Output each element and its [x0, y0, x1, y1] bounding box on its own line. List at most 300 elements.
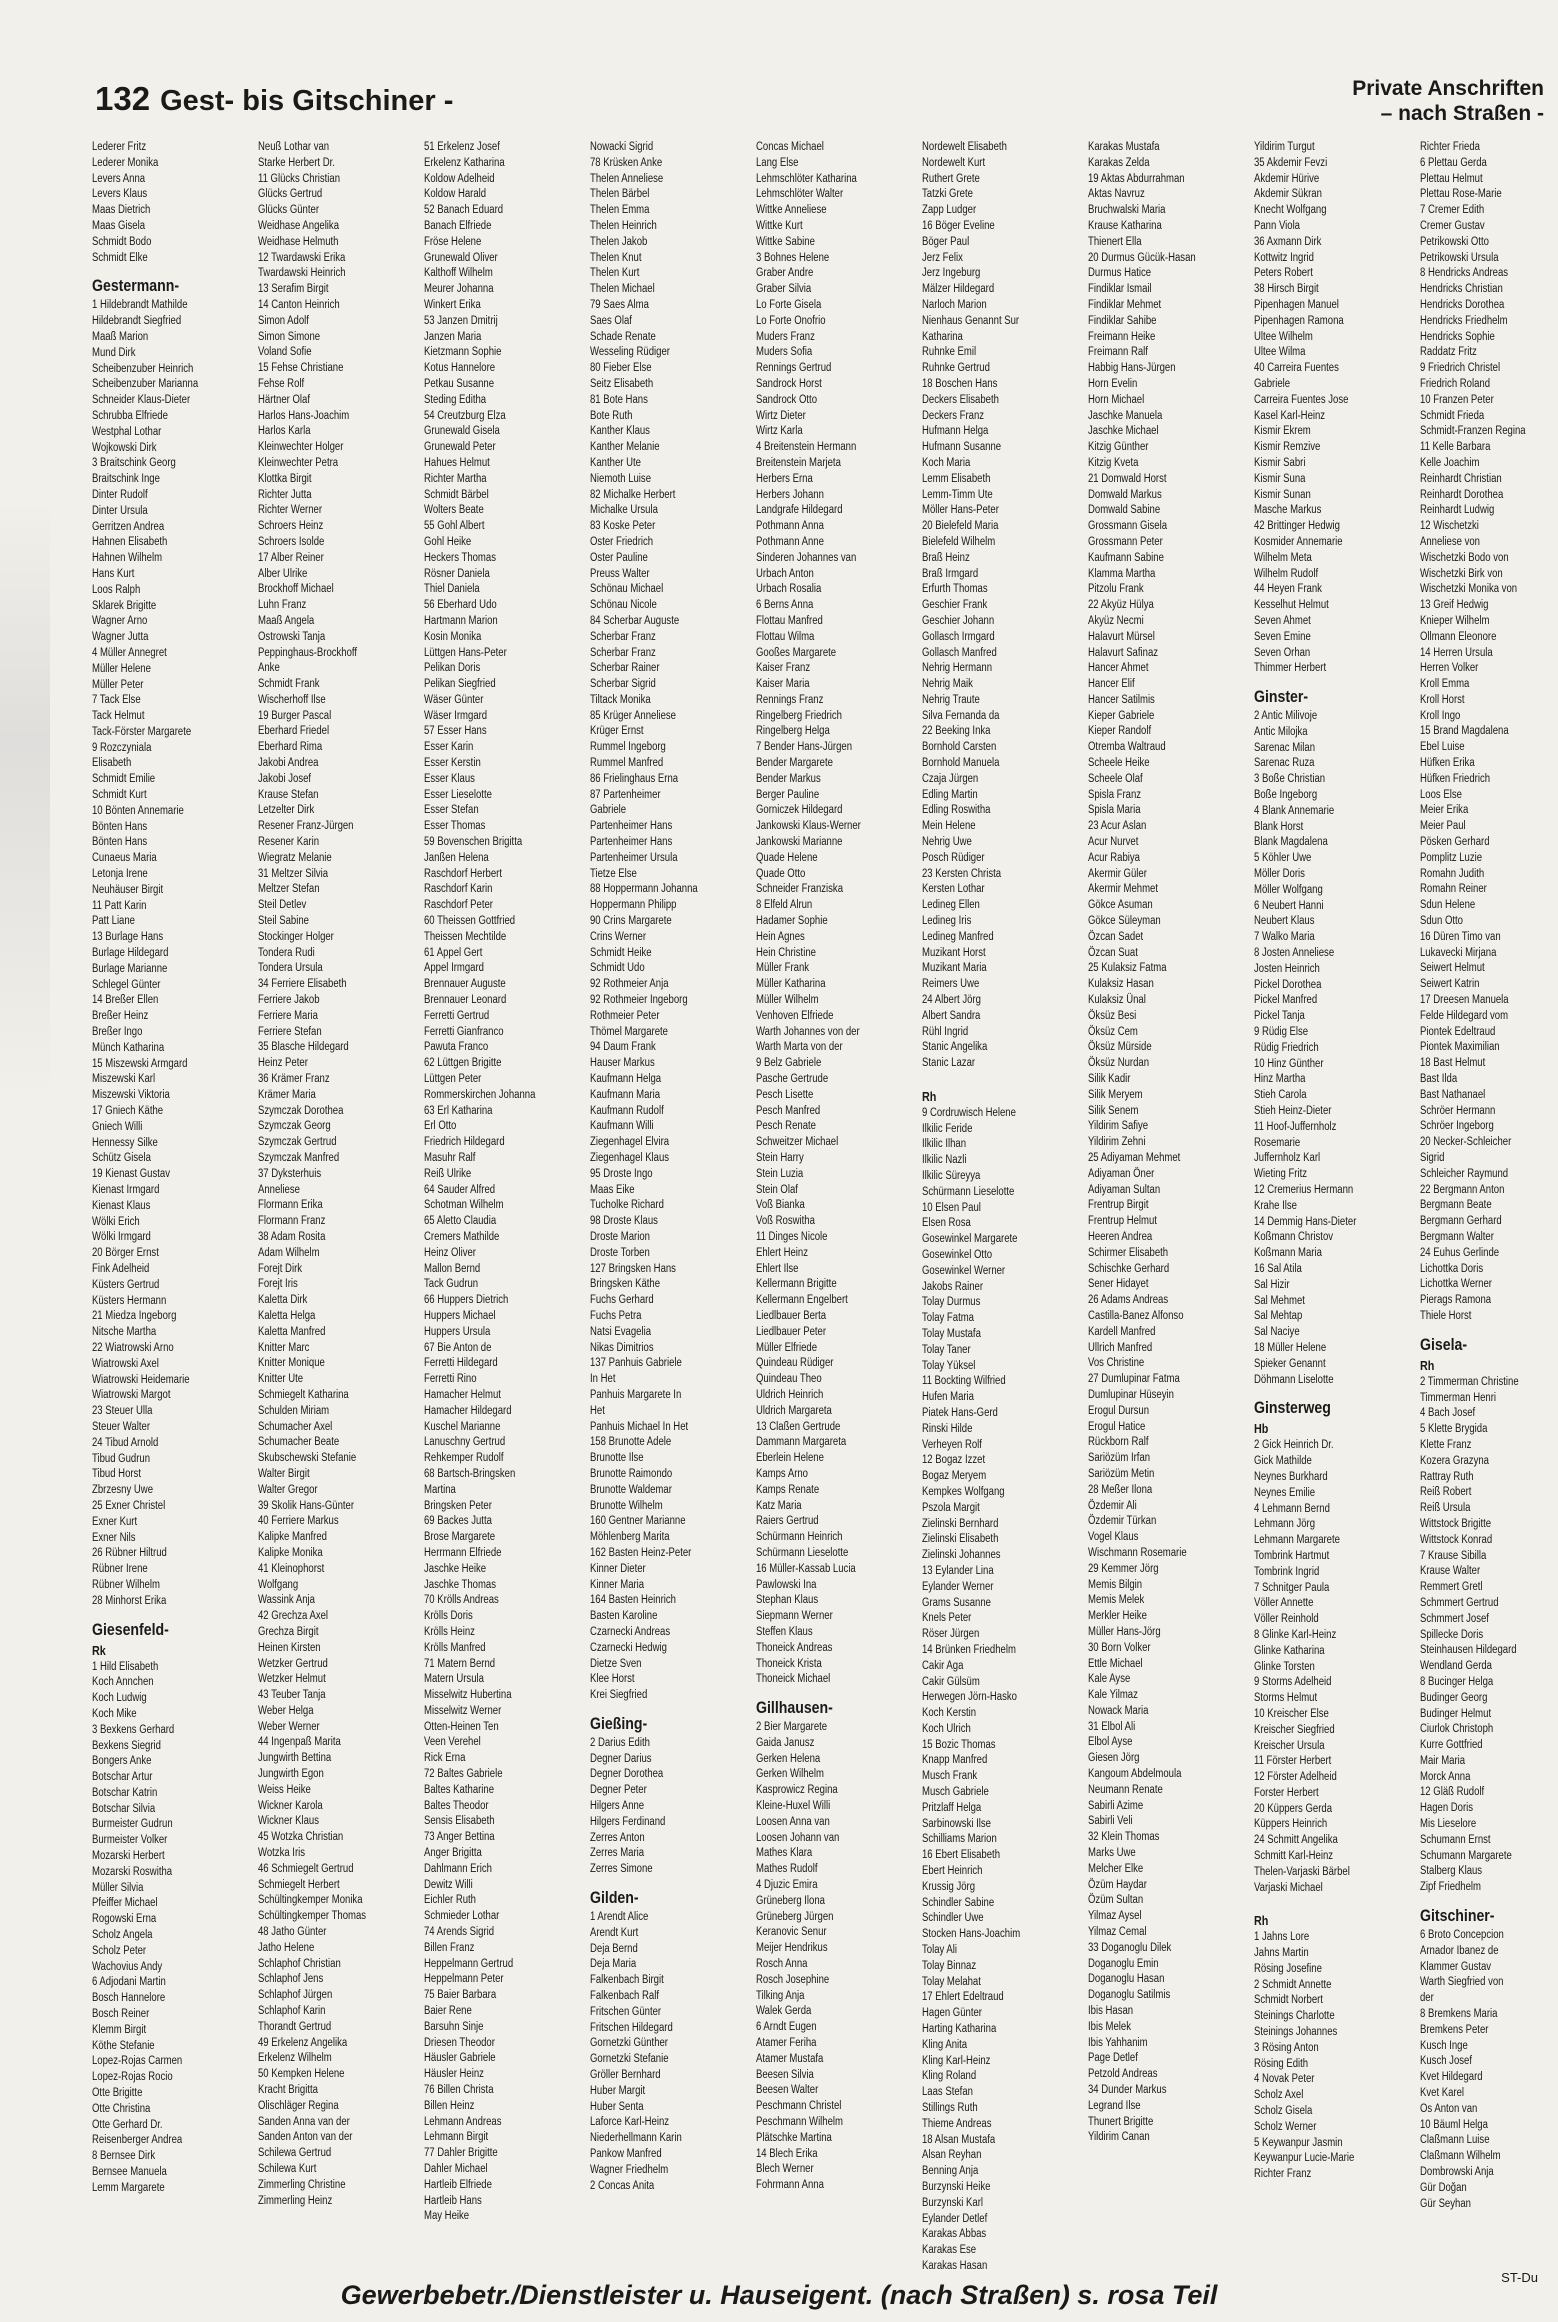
directory-entry: Verheyen Rolf	[922, 1438, 982, 1451]
directory-entry: Juffernholz Karl	[1254, 1152, 1321, 1165]
directory-entry: Deja Bernd	[590, 1942, 638, 1955]
directory-entry: Lehmann Jörg	[1254, 1518, 1316, 1531]
directory-entry: Ibis Hasan	[1088, 2005, 1134, 2018]
directory-entry: Exner Nils	[92, 1531, 136, 1544]
directory-entry: 11 Bockting Wilfried	[922, 1375, 1006, 1388]
directory-entry: Pomplitz Luzie	[1420, 851, 1483, 864]
directory-entry: Edling Martin	[922, 788, 978, 801]
directory-entry: Rösner Daniela	[424, 567, 490, 580]
directory-entry: Özdemir Ali	[1088, 1499, 1137, 1512]
directory-entry: Akdemir Sükran	[1254, 188, 1322, 201]
directory-entry: Nehrig Hermann	[922, 662, 993, 675]
directory-entry: Weber Helga	[258, 1704, 314, 1717]
directory-entry: Schulden Miriam	[258, 1404, 330, 1417]
directory-entry: Jakobi Andrea	[258, 757, 319, 770]
directory-entry: 40 Ferriere Markus	[258, 1515, 339, 1528]
directory-entry: Ilkilic Feride	[922, 1122, 973, 1135]
directory-entry: 2 Schmidt Annette	[1254, 1978, 1332, 1991]
directory-entry: Wiatrowski Margot	[92, 1389, 171, 1402]
directory-entry: Ollmann Eleonore	[1420, 630, 1497, 643]
directory-entry: Rüdig Friedrich	[1254, 1041, 1319, 1054]
directory-entry: Wischmann Rosemarie	[1088, 1546, 1187, 1559]
directory-entry: Botschar Katrin	[92, 1786, 158, 1799]
directory-entry: Acur Rabiya	[1088, 851, 1140, 864]
directory-entry: Loos Ralph	[92, 583, 141, 596]
directory-entry: 15 Fehse Christiane	[258, 362, 344, 375]
directory-entry: Mathes Klara	[756, 1847, 813, 1860]
directory-entry: 6 Plettau Gerda	[1420, 156, 1487, 169]
directory-entry: Timmerman Henri	[1420, 1391, 1497, 1404]
directory-entry: Hüfken Friedrich	[1420, 772, 1491, 785]
directory-entry: 83 Koske Peter	[590, 520, 656, 533]
directory-entry: Alsan Reyhan	[922, 2149, 982, 2162]
directory-entry: Ebel Luise	[1420, 741, 1465, 754]
directory-entry: Pesch Manfred	[756, 1104, 821, 1117]
directory-entry: Lehmschlöter Walter	[756, 188, 844, 201]
directory-entry: Schumann Ernst	[1420, 1833, 1491, 1846]
directory-entry: Lemm Margarete	[92, 2181, 165, 2194]
directory-entry: Schmidt Elke	[92, 251, 148, 264]
directory-entry: 9 Rozczyniala	[92, 741, 152, 754]
directory-entry: Albert Sandra	[922, 1009, 981, 1022]
directory-entry: Grunewald Peter	[424, 441, 496, 454]
directory-entry: Huber Senta	[590, 2100, 644, 2113]
directory-entry: 24 Tibud Arnold	[92, 1436, 159, 1449]
directory-entry: Zbrzesny Uwe	[92, 1484, 154, 1497]
directory-entry: 68 Bartsch-Bringsken	[424, 1467, 516, 1480]
directory-entry: Schönau Nicole	[590, 599, 657, 612]
directory-entry: Scholz Gisela	[1254, 2105, 1313, 2118]
directory-entry: Kienast Irmgard	[92, 1184, 160, 1196]
directory-entry: 11 Patt Karin	[92, 899, 147, 912]
directory-entry: Jerz Felix	[922, 251, 963, 264]
directory-entry: 3 Rösing Anton	[1254, 2041, 1319, 2054]
directory-entry: Thunert Brigitte	[1088, 2115, 1154, 2128]
directory-entry: Lang Else	[756, 156, 799, 169]
directory-entry: Özcan Suat	[1088, 946, 1138, 959]
directory-entry: Rübner Irene	[92, 1563, 148, 1576]
directory-entry: Ferriere Stefan	[258, 1025, 322, 1038]
directory-entry: Jatho Helene	[258, 1941, 315, 1954]
directory-entry: 53 Janzen Dmitrij	[424, 314, 498, 327]
directory-entry: Kietzmann Sophie	[424, 346, 502, 359]
directory-entry: 13 Claßen Gertrude	[756, 1420, 841, 1433]
directory-entry: 6 Neubert Hanni	[1254, 899, 1324, 912]
directory-entry: Laforce Karl-Heinz	[590, 2116, 670, 2129]
directory-entry: Kroll Ingo	[1420, 709, 1461, 722]
directory-entry: Ferretti Hildegard	[424, 1357, 498, 1370]
directory-entry: Pickel Dorothea	[1254, 978, 1322, 991]
directory-entry: Partenheimer Hans	[590, 836, 673, 849]
directory-entry: Heppelmann Peter	[424, 1973, 504, 1986]
directory-entry: 22 Bergmann Anton	[1420, 1183, 1505, 1196]
directory-entry: Küppers Heinrich	[1254, 1818, 1328, 1831]
directory-entry: Neumann Renate	[1088, 1783, 1163, 1796]
directory-entry: Otten-Heinen Ten	[424, 1720, 499, 1733]
directory-entry: Küsters Hermann	[92, 1294, 167, 1307]
directory-entry: Pritzlaff Helga	[922, 1801, 982, 1814]
directory-entry: Wittstock Brigitte	[1420, 1517, 1492, 1530]
directory-entry: Schmidt Kurt	[92, 789, 147, 802]
directory-entry: Wischerhoff Ilse	[258, 693, 326, 706]
directory-entry: Glücks Gertrud	[258, 188, 323, 201]
directory-entry: Breßer Heinz	[92, 1010, 149, 1023]
directory-entry: Degner Peter	[590, 1784, 647, 1797]
directory-entry: Flormann Franz	[258, 1215, 326, 1228]
directory-entry: Akyüz Necmi	[1088, 614, 1144, 627]
directory-entry: Levers Klaus	[92, 188, 148, 201]
directory-entry: Maaß Angela	[258, 614, 315, 627]
directory-entry: Koßmann Christov	[1254, 1231, 1334, 1244]
directory-entry: Hagen Günter	[922, 2007, 982, 2020]
directory-entry: 19 Burger Pascal	[258, 709, 332, 722]
directory-entry: Möller Hans-Peter	[922, 504, 999, 517]
directory-entry: Schmidt Emilie	[92, 773, 156, 786]
directory-entry: Ferretti Gianfranco	[424, 1025, 504, 1038]
directory-entry: Hahues Helmut	[424, 456, 490, 469]
directory-entry: Winkert Erika	[424, 298, 481, 311]
directory-entry: Sal Mehmet	[1254, 1294, 1305, 1307]
directory-entry: Matern Ursula	[424, 1673, 484, 1686]
directory-entry: Bender Markus	[756, 772, 821, 785]
directory-entry: Miszewski Karl	[92, 1073, 156, 1086]
directory-entry: Domwald Sabine	[1088, 504, 1161, 517]
directory-entry: Fohrmann Anna	[756, 2179, 824, 2192]
directory-entry: Ferriere Maria	[258, 1009, 318, 1022]
column-8	[1254, 140, 1385, 2183]
directory-entry: Hendricks Friedhelm	[1420, 314, 1508, 327]
directory-entry: Twardawski Heinrich	[258, 267, 346, 280]
directory-entry: Theissen Mechtilde	[424, 930, 507, 943]
directory-entry: Heinz Peter	[258, 1057, 308, 1070]
directory-entry: Thorandt Gertrud	[258, 2020, 332, 2033]
street-heading: Gisela-	[1420, 1334, 1468, 1354]
directory-entry: Erogul Dursun	[1088, 1404, 1150, 1417]
directory-entry: 39 Skolik Hans-Günter	[258, 1499, 355, 1512]
directory-entry: Walek Gerda	[756, 2005, 812, 2018]
directory-entry: Akdemir Hürive	[1254, 172, 1320, 185]
directory-entry: Neynes Emilie	[1254, 1486, 1316, 1499]
directory-entry: 92 Rothmeier Ingeborg	[590, 994, 688, 1007]
directory-entry: Weidhase Angelika	[258, 219, 340, 232]
directory-entry: Sdun Helene	[1420, 899, 1476, 912]
directory-entry: Thoneick Andreas	[756, 1641, 833, 1654]
directory-entry: Spisla Franz	[1088, 788, 1142, 801]
directory-entry: Kaletta Dirk	[258, 1294, 308, 1307]
directory-entry: Lederer Monika	[92, 156, 159, 169]
directory-entry: Kalipke Monika	[258, 1546, 323, 1559]
directory-entry: Barsuhn Sinje	[424, 2020, 484, 2033]
directory-entry: Rennings Gertrud	[756, 362, 832, 375]
directory-entry: Kleinwechter Holger	[258, 441, 344, 454]
directory-entry: Uldrich Heinrich	[756, 1388, 824, 1401]
directory-entry: Katz Maria	[756, 1499, 802, 1512]
directory-entry: Fuchs Petra	[590, 1309, 642, 1322]
directory-entry: Szymczak Dorothea	[258, 1104, 344, 1117]
directory-entry: Kitzig Kveta	[1088, 456, 1139, 469]
directory-entry: 8 Bernsee Dirk	[92, 2150, 156, 2163]
directory-entry: Thelen-Varjaski Bärbel	[1254, 1865, 1350, 1878]
directory-entry: Resener Karin	[258, 836, 320, 849]
directory-entry: 13 Serafim Birgit	[258, 283, 329, 296]
directory-entry: Hilgers Anne	[590, 1800, 645, 1813]
directory-entry: Muders Franz	[756, 330, 815, 343]
directory-entry: Starke Herbert Dr.	[258, 156, 335, 169]
directory-entry: Schade Renate	[590, 330, 656, 343]
street-heading: Gitschiner-	[1420, 1906, 1495, 1926]
directory-entry: Schmidt Bodo	[92, 235, 152, 248]
directory-entry: Dahlmann Erich	[424, 1862, 492, 1875]
directory-entry: 36 Axmann Dirk	[1254, 235, 1322, 248]
directory-entry: Kosin Monika	[424, 630, 482, 643]
directory-entry: Sarbinowski Ilse	[922, 1817, 991, 1830]
directory-entry: Grossmann Gisela	[1088, 520, 1168, 533]
directory-entry: 10 Kreischer Else	[1254, 1707, 1329, 1720]
directory-entry: 2 Gick Heinrich Dr.	[1254, 1439, 1334, 1452]
directory-entry: 3 Boße Christian	[1254, 773, 1326, 786]
directory-entry: Zielinski Bernhard	[922, 1517, 999, 1530]
directory-entry: Ruhnke Emil	[922, 346, 977, 359]
directory-entry: Budinger Helmut	[1420, 1707, 1492, 1720]
directory-entry: Scherbar Franz	[590, 646, 656, 659]
directory-entry: 127 Bringsken Hans	[590, 1262, 676, 1275]
directory-entry: Tack Helmut	[92, 710, 145, 723]
directory-entry: Herbers Johann	[756, 488, 824, 501]
directory-entry: 13 Burlage Hans	[92, 931, 164, 944]
directory-entry: Stanic Lazar	[922, 1057, 976, 1070]
directory-entry: Wickner Karola	[258, 1799, 323, 1812]
directory-entry: Mein Helene	[922, 820, 976, 833]
directory-entry: Loosen Anna van	[756, 1815, 830, 1828]
directory-entry: Meier Erika	[1420, 804, 1469, 817]
directory-entry: 38 Hirsch Birgit	[1254, 283, 1319, 296]
directory-entry: Möhlenberg Marita	[590, 1531, 670, 1544]
directory-entry: Kismir Suna	[1254, 472, 1306, 485]
directory-entry: Cremers Mathilde	[424, 1230, 500, 1243]
directory-entry: Nordewelt Elisabeth	[922, 141, 1007, 153]
directory-entry: Cakir Aga	[922, 1659, 964, 1672]
directory-entry: Braitschink Inge	[92, 473, 160, 486]
directory-entry: Sabirli Azime	[1088, 1799, 1144, 1812]
directory-entry: Ibis Melek	[1088, 2020, 1131, 2033]
directory-entry: 67 Bie Anton de	[424, 1341, 492, 1354]
directory-entry: Thelen Bärbel	[590, 188, 650, 201]
directory-entry: Ziegenhagel Elvira	[590, 1136, 670, 1149]
directory-entry: 12 Förster Adelheid	[1254, 1771, 1337, 1784]
directory-entry: Richter Jutta	[258, 488, 312, 501]
directory-entry: Storms Helmut	[1254, 1692, 1318, 1705]
directory-entry: Kozera Grazyna	[1420, 1454, 1489, 1467]
directory-entry: 24 Schmitt Angelika	[1254, 1834, 1338, 1847]
directory-entry: Lichottka Doris	[1420, 1262, 1484, 1275]
directory-entry: Voß Bianka	[756, 1199, 805, 1212]
directory-entry: 18 Bast Helmut	[1420, 1057, 1486, 1070]
directory-entry: Lehmann Margarete	[1254, 1534, 1340, 1547]
directory-entry: Ledineg Iris	[922, 915, 972, 928]
directory-entry: Felde Hildegard vom	[1420, 1009, 1509, 1022]
directory-entry: Quade Helene	[756, 851, 818, 864]
directory-entry: 60 Theissen Gottfried	[424, 915, 516, 928]
directory-entry: Schmmert Josef	[1420, 1612, 1489, 1625]
directory-entry: Budinger Georg	[1420, 1691, 1488, 1704]
directory-entry: 21 Miedza Ingeborg	[92, 1310, 177, 1323]
directory-entry: Frentrup Helmut	[1088, 1215, 1157, 1228]
directory-entry: 34 Ferriere Elisabeth	[258, 978, 347, 991]
directory-entry: Gniech Willi	[92, 1120, 143, 1133]
directory-entry: Fuchs Gerhard	[590, 1294, 654, 1307]
directory-entry: 70 Krölls Andreas	[424, 1594, 499, 1607]
directory-entry: 2 Darius Edith	[590, 1736, 650, 1749]
directory-entry: Kanther Klaus	[590, 425, 650, 438]
directory-entry: Peschmann Wilhelm	[756, 2116, 844, 2129]
directory-entry: Beesen Walter	[756, 2084, 819, 2097]
directory-entry: Heppelmann Gertrud	[424, 1957, 514, 1970]
directory-entry: 9 Friedrich Christel	[1420, 362, 1501, 375]
directory-entry: Elisabeth	[92, 757, 132, 770]
directory-entry: Rinski Hilde	[922, 1422, 973, 1435]
directory-entry: Wischetzki Birk von	[1420, 567, 1503, 580]
directory-entry: Lukavecki Mirjana	[1420, 946, 1497, 959]
directory-entry: Rommerskirchen Johanna	[424, 1088, 536, 1101]
directory-entry: 57 Esser Hans	[424, 725, 487, 738]
directory-entry: Elsen Rosa	[922, 1217, 971, 1230]
directory-entry: Bender Margarete	[756, 757, 833, 770]
directory-entry: Böger Paul	[922, 235, 970, 248]
directory-entry: Reinhardt Dorothea	[1420, 488, 1504, 501]
directory-entry: Scheele Olaf	[1088, 772, 1143, 785]
directory-entry: Klette Franz	[1420, 1438, 1472, 1451]
directory-entry: Kaufmann Helga	[590, 1073, 662, 1086]
directory-entry: Droste Marion	[590, 1230, 650, 1243]
directory-entry: 7 Bender Hans-Jürgen	[756, 741, 853, 754]
directory-entry: Ledineg Manfred	[922, 930, 994, 943]
directory-entry: Thoneick Krista	[756, 1657, 822, 1670]
directory-entry: Acur Nurvet	[1088, 836, 1139, 849]
directory-entry: Weiss Heike	[258, 1783, 311, 1796]
directory-entry: Bast Ilda	[1420, 1073, 1458, 1086]
directory-entry: Sal Hizir	[1254, 1278, 1290, 1291]
directory-entry: Glücks Günter	[258, 204, 320, 217]
directory-entry: Loosen Johann van	[756, 1831, 840, 1844]
directory-entry: Dietze Sven	[590, 1657, 642, 1670]
street-heading: Ginsterweg	[1254, 1398, 1331, 1418]
directory-entry: 11 Kelle Barbara	[1420, 441, 1491, 454]
directory-entry: Klottka Birgit	[258, 472, 312, 485]
directory-entry: Harting Katharina	[922, 2023, 997, 2036]
directory-entry: Heinz Oliver	[424, 1246, 476, 1259]
directory-entry: Patt Liane	[92, 915, 135, 928]
directory-entry: Exner Kurt	[92, 1515, 138, 1528]
directory-entry: 14 Breßer Ellen	[92, 994, 159, 1007]
directory-entry: 11 Hoof-Juffernholz	[1254, 1120, 1337, 1133]
directory-entry: Lanuschny Gertrud	[424, 1436, 506, 1449]
directory-entry: 3 Bohnes Helene	[756, 251, 830, 264]
directory-entry: 162 Basten Heinz-Peter	[590, 1546, 692, 1559]
directory-entry: Knels Peter	[922, 1612, 972, 1625]
directory-entry: Huppers Michael	[424, 1309, 496, 1322]
directory-entry: Wieting Fritz	[1254, 1168, 1308, 1181]
directory-entry: Sdun Otto	[1420, 915, 1463, 928]
directory-entry: Grechza Birgit	[258, 1625, 319, 1638]
directory-entry: Sandrock Otto	[756, 393, 818, 406]
directory-entry: Schirmer Elisabeth	[1088, 1246, 1169, 1259]
directory-entry: Freimann Ralf	[1088, 346, 1148, 359]
directory-entry: Schmmert Gertrud	[1420, 1596, 1499, 1609]
directory-entry: Tolay Melahat	[922, 1975, 981, 1988]
directory-entry: Knecht Wolfgang	[1254, 204, 1327, 217]
directory-entry: Fehse Rolf	[258, 377, 305, 390]
directory-entry: Müller Frank	[756, 962, 810, 975]
directory-entry: 4 Bach Josef	[1420, 1407, 1476, 1420]
directory-entry: Adam Wilhelm	[258, 1246, 320, 1259]
directory-entry: Ehlert Heinz	[756, 1246, 808, 1259]
directory-entry: 160 Gentner Marianne	[590, 1515, 686, 1528]
directory-entry: 1 Arendt Alice	[590, 1911, 649, 1924]
directory-entry: Bexkens Siegrid	[92, 1739, 161, 1752]
directory-entry: Sener Hidayet	[1088, 1278, 1149, 1291]
directory-entry: Möller Doris	[1254, 868, 1305, 881]
directory-entry: Özdemir Türkan	[1088, 1515, 1157, 1528]
directory-entry: Hein Christine	[756, 946, 816, 959]
directory-entry: Brennauer Leonard	[424, 994, 507, 1007]
directory-entry: Hauser Markus	[590, 1057, 655, 1070]
directory-entry: 55 Gohl Albert	[424, 520, 485, 533]
directory-entry: Kanther Melanie	[590, 441, 660, 454]
directory-entry: 84 Scherbar Auguste	[590, 614, 680, 627]
directory-entry: Kersten Lothar	[922, 883, 985, 896]
directory-entry: Kling Roland	[922, 2070, 977, 2083]
directory-entry: Wotzka Iris	[258, 1847, 306, 1860]
directory-entry: Reiß Ulrike	[424, 1167, 472, 1180]
directory-entry: Ferretti Gertrud	[424, 1009, 490, 1022]
directory-entry: Bruchwalski Maria	[1088, 204, 1166, 217]
directory-entry: 73 Anger Bettina	[424, 1831, 495, 1844]
directory-entry: Kulaksiz Hasan	[1088, 978, 1154, 991]
directory-entry: Claßmann Luise	[1420, 2134, 1490, 2147]
directory-entry: Gerken Wilhelm	[756, 1768, 824, 1781]
directory-entry: Kling Anita	[922, 2038, 968, 2051]
directory-entry: Piatek Hans-Gerd	[922, 1406, 998, 1419]
directory-entry: Nehrig Maik	[922, 678, 973, 691]
directory-entry: Thelen Michael	[590, 283, 655, 296]
directory-entry: Schmidt Heike	[590, 946, 652, 959]
directory-entry: Hartmann Marion	[424, 614, 498, 627]
directory-entry: Scholz Axel	[1254, 2089, 1304, 2102]
directory-entry: Spillecke Doris	[1420, 1628, 1484, 1641]
directory-entry: Wachovius Andy	[92, 1960, 163, 1973]
directory-entry: Kismir Sabri	[1254, 456, 1306, 469]
directory-entry: May Heike	[424, 2210, 470, 2223]
directory-entry: Graber Andre	[756, 267, 814, 280]
directory-entry: Dewitz Willi	[424, 1878, 473, 1891]
directory-entry: Knitter Monique	[258, 1357, 325, 1370]
directory-entry: 22 Beeking Inka	[922, 725, 991, 738]
directory-entry: Botschar Silvia	[92, 1802, 156, 1815]
directory-entry: 45 Wotzka Christian	[258, 1831, 344, 1844]
directory-entry: Münch Katharina	[92, 1041, 165, 1054]
directory-entry: Hendricks Dorothea	[1420, 298, 1505, 311]
directory-entry: Stockinger Holger	[258, 930, 334, 943]
directory-entry: 11 Förster Herbert	[1254, 1755, 1332, 1768]
directory-entry: Gick Mathilde	[1254, 1455, 1312, 1468]
directory-entry: Masuhr Ralf	[424, 1152, 476, 1164]
directory-entry: 13 Eylander Lina	[922, 1564, 994, 1577]
directory-entry: Kroll Horst	[1420, 693, 1465, 706]
directory-entry: Steinings Charlotte	[1254, 2010, 1335, 2023]
directory-entry: Burmeister Gudrun	[92, 1818, 173, 1831]
directory-entry: 8 Bremkens Maria	[1420, 2008, 1498, 2021]
directory-entry: Zerres Simone	[590, 1863, 653, 1876]
